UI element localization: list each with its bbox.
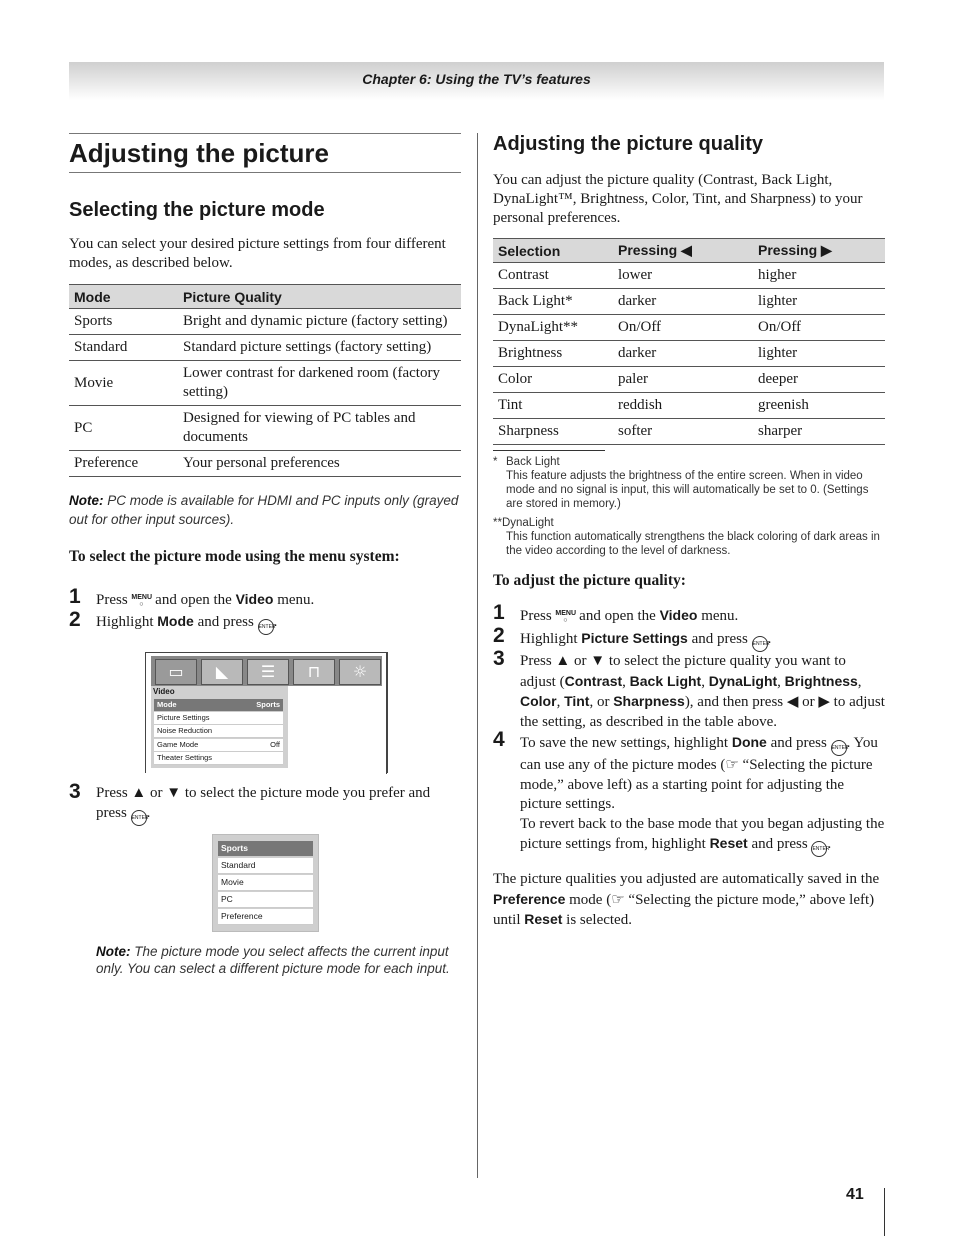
table-cell: Movie (69, 361, 178, 406)
picture-mode-input-note (96, 943, 451, 977)
keyword-reset: Reset (709, 835, 748, 851)
paragraph-text: The picture qualities you adjusted are automatically saved in the (493, 871, 880, 887)
popup-item-movie[interactable] (218, 875, 313, 891)
keyword-sharpness: Sharpness (613, 693, 685, 709)
step-number: 3 (493, 647, 505, 670)
footnote-title: Back Light (506, 456, 560, 468)
menu-item-label: Picture Settings (157, 713, 210, 722)
step-number: 1 (493, 601, 505, 624)
table-cell: Your personal preferences (178, 451, 461, 477)
step-text: and open the (579, 608, 656, 624)
table-cell: paler (613, 367, 753, 393)
right-column (493, 133, 885, 445)
table-row (69, 309, 461, 335)
table-row (493, 367, 885, 393)
paragraph-text: is selected. (566, 912, 632, 928)
table-cell: sharper (753, 419, 885, 445)
keyword-back-light: Back Light (629, 672, 702, 689)
note-label: Note: (96, 944, 131, 959)
audio-icon: ◣ (201, 659, 243, 685)
step-number: 2 (69, 608, 81, 631)
keyword-preference: Preference (493, 890, 566, 907)
keyword-mode: Mode (157, 613, 194, 629)
table-row (493, 289, 885, 315)
table-cell: lighter (753, 341, 885, 367)
popup-item-pc[interactable] (218, 892, 313, 908)
step-number: 3 (69, 780, 81, 803)
menu-glyph-label: MENU (555, 610, 577, 617)
chapter-header-bar (69, 62, 884, 100)
keyword-video: Video (659, 607, 698, 623)
enter-button-icon: ENTER (258, 619, 274, 635)
menu-icon-bar (151, 656, 382, 686)
paragraph-text: mode (☞ “Selecting the picture mode,” above left) until (493, 891, 875, 928)
menu-item-value: Off (270, 740, 280, 749)
enter-button-icon: ENTER (752, 636, 768, 652)
keyword-color: Color (520, 693, 557, 709)
table-cell: DynaLight** (493, 315, 613, 341)
step-text: . You can use any of the picture modes (☞ “Selecting the picture mode,” above left) as a starting point for adjusting the picture settings. (520, 735, 878, 812)
footnote-title-dynalight: **DynaLight (493, 517, 554, 529)
step-text: menu. (701, 608, 739, 624)
step-text: . (273, 614, 278, 630)
note-text: PC mode is available for HDMI and PC inputs only (grayed out for other input sources). (69, 493, 459, 527)
table-cell: darker (613, 289, 753, 315)
step-number: 1 (69, 585, 81, 608)
table-row (493, 341, 885, 367)
menu-item-mode[interactable] (154, 699, 283, 712)
picture-quality-intro: You can adjust the picture quality (Contrast, Back Light, DynaLight™, Brightness, Color, Tint, and Sharpness) to your personal preferences. (493, 172, 863, 226)
table-row (69, 451, 461, 477)
step-text: Highlight (96, 614, 154, 630)
table-cell: Tint (493, 393, 613, 419)
keyword-picture-settings: Picture Settings (581, 630, 688, 646)
popup-item-label: Sports (221, 843, 248, 853)
step-text: and press (197, 614, 254, 630)
table-row (493, 315, 885, 341)
table-header: Pressing ▶ (753, 239, 885, 263)
section-title-picture-mode: Selecting the picture mode (69, 199, 325, 221)
column-divider (477, 133, 478, 1178)
menu-item-game-mode[interactable] (154, 739, 283, 752)
keyword-dynalight: DynaLight (708, 672, 778, 689)
step-text: . (827, 836, 832, 852)
popup-item-label: Standard (221, 860, 256, 870)
table-cell: Bright and dynamic picture (factory setting) (178, 309, 461, 335)
picture-mode-popup (212, 834, 319, 932)
table-cell: deeper (753, 367, 885, 393)
table-row (493, 393, 885, 419)
step-text: Press ▲ or ▼ to select the picture mode you prefer and press (96, 785, 431, 821)
picture-quality-table (493, 238, 885, 445)
step-text: and press (770, 735, 827, 751)
page-number: 41 (846, 1186, 864, 1203)
menu-item-label: Mode (157, 700, 177, 709)
table-cell: Standard (69, 335, 178, 361)
popup-item-sports[interactable] (218, 841, 313, 857)
page-title: Adjusting the picture (69, 133, 461, 173)
menu-item-noise-reduction[interactable] (154, 725, 283, 738)
video-menu-title: Video (153, 687, 175, 696)
step-text: Press (520, 608, 552, 624)
page-number-rule (884, 1188, 885, 1236)
screenshot-edge (386, 652, 387, 774)
adjust-quality-step-3: Press ▲ or ▼ to select the picture quality you want to adjust (Contrast, Back Light, DynaLight, Brightness, Color, Tint, or Sharpness), and then press ◀ or ▶ to adjust the setting, as described in the table above. (520, 653, 885, 730)
table-row (493, 263, 885, 289)
step-number: 4 (493, 728, 505, 751)
keyword-reset: Reset (524, 911, 563, 927)
table-cell: On/Off (753, 315, 885, 341)
note-label: Note: (69, 493, 104, 508)
enter-button-icon: ENTER (831, 740, 847, 756)
menu-item-value: Sports (256, 700, 280, 709)
table-cell: lower (613, 263, 753, 289)
popup-item-label: Preference (221, 911, 263, 921)
menu-button-icon: MENU ○ (131, 594, 153, 608)
step-text: Press ▲ or ▼ to select the picture quality you want to adjust ( (520, 653, 846, 690)
footnote-text: This feature adjusts the brightness of the entire screen. When in video mode and no signal is input, this will automatically be set to 0. (Settings are stored in memory.) (506, 470, 869, 510)
step-text: ), and then press ◀ or ▶ to adjust the setting, as described in the table above. (520, 694, 885, 730)
footnote-rule (493, 450, 605, 451)
popup-item-label: PC (221, 894, 233, 904)
table-cell: Designed for viewing of PC tables and documents (178, 406, 461, 451)
chapter-title: Chapter 6: Using the TV’s features (362, 71, 591, 87)
popup-item-label: Movie (221, 877, 244, 887)
table-cell: lighter (753, 289, 885, 315)
footnote-dynalight: This function automatically strengthens the black coloring of dark areas in the video according to the level of darkness. (506, 531, 880, 557)
adjust-quality-step-1 (520, 606, 885, 627)
video-menu-panel (151, 686, 288, 768)
enter-button-icon: ENTER (811, 841, 827, 857)
adjust-quality-step-4 (520, 733, 885, 857)
lock-icon: ⊓ (293, 659, 335, 685)
table-header: Selection (493, 239, 613, 263)
select-mode-step-2 (96, 612, 461, 635)
picture-icon: ▭ (155, 659, 197, 685)
step-text: . (767, 631, 772, 647)
table-cell: reddish (613, 393, 753, 419)
enter-button-icon: ENTER (131, 810, 147, 826)
table-cell: Lower contrast for darkened room (factory setting) (178, 361, 461, 406)
keyword-video: Video (235, 591, 274, 607)
table-header: Picture Quality (178, 285, 461, 309)
menu-item-label: Game Mode (157, 740, 199, 749)
table-cell: Sharpness (493, 419, 613, 445)
preferences-icon: ☼ (339, 659, 381, 685)
menu-item-label: Noise Reduction (157, 726, 213, 735)
table-cell: softer (613, 419, 753, 445)
table-row (493, 419, 885, 445)
step-text: and press (751, 836, 808, 852)
table-row (69, 335, 461, 361)
step-text: , or (589, 694, 610, 710)
table-header: Mode (69, 285, 178, 309)
select-mode-procedure-title: To select the picture mode using the menu system: (69, 548, 400, 565)
auto-save-paragraph (493, 870, 885, 931)
menu-item-label: Theater Settings (157, 753, 213, 762)
adjust-quality-step-2 (520, 629, 885, 652)
step-text: To save the new settings, highlight (520, 735, 729, 751)
table-row (69, 361, 461, 406)
picture-mode-intro: You can select your desired picture settings from four different modes, as described below. (69, 236, 446, 271)
table-cell: PC (69, 406, 178, 451)
section-title-picture-quality: Adjusting the picture quality (493, 133, 764, 155)
select-mode-step-1 (96, 590, 461, 611)
menu-item-theater-settings[interactable] (154, 752, 283, 765)
step-text: To revert back to the base mode that you began adjusting the picture settings from, highlight (520, 815, 885, 852)
video-menu-screenshot (145, 652, 388, 773)
menu-glyph-label: MENU (131, 594, 153, 601)
select-mode-step-3 (96, 784, 461, 826)
step-number: 2 (493, 624, 505, 647)
step-text: . (146, 804, 151, 821)
table-cell: greenish (753, 393, 885, 419)
left-column (69, 133, 461, 566)
popup-item-preference[interactable] (218, 909, 313, 925)
table-cell: Standard picture settings (factory setting) (178, 335, 461, 361)
table-cell: Brightness (493, 341, 613, 367)
table-cell: Contrast (493, 263, 613, 289)
adjust-quality-procedure-title: To adjust the picture quality: (493, 572, 686, 589)
keyword-brightness: Brightness (784, 672, 858, 689)
footnote-mark: * (493, 456, 498, 468)
table-header: Pressing ◀ (613, 239, 753, 263)
footnote-back-light (506, 455, 886, 511)
table-cell: darker (613, 341, 753, 367)
popup-item-standard[interactable] (218, 858, 313, 874)
pc-mode-note (69, 491, 461, 529)
table-cell: higher (753, 263, 885, 289)
keyword-tint: Tint (564, 693, 590, 709)
keyword-done: Done (731, 734, 767, 750)
step-text: and press (691, 631, 748, 647)
table-cell: Color (493, 367, 613, 393)
table-cell: Preference (69, 451, 178, 477)
setup-icon: ☰ (247, 659, 289, 685)
table-cell: Back Light* (493, 289, 613, 315)
note-text: The picture mode you select affects the current input only. You can select a different picture mode for each input. (96, 944, 450, 976)
menu-button-icon: MENU ○ (555, 610, 577, 624)
table-cell: On/Off (613, 315, 753, 341)
step-text: Press (96, 592, 128, 608)
step-text: menu. (277, 592, 315, 608)
step-text: and open the (155, 592, 232, 608)
table-cell: Sports (69, 309, 178, 335)
menu-item-picture-settings[interactable] (154, 712, 283, 725)
keyword-contrast: Contrast (564, 672, 623, 689)
step-text: Highlight (520, 631, 578, 647)
table-row (69, 406, 461, 451)
picture-mode-table (69, 284, 461, 477)
